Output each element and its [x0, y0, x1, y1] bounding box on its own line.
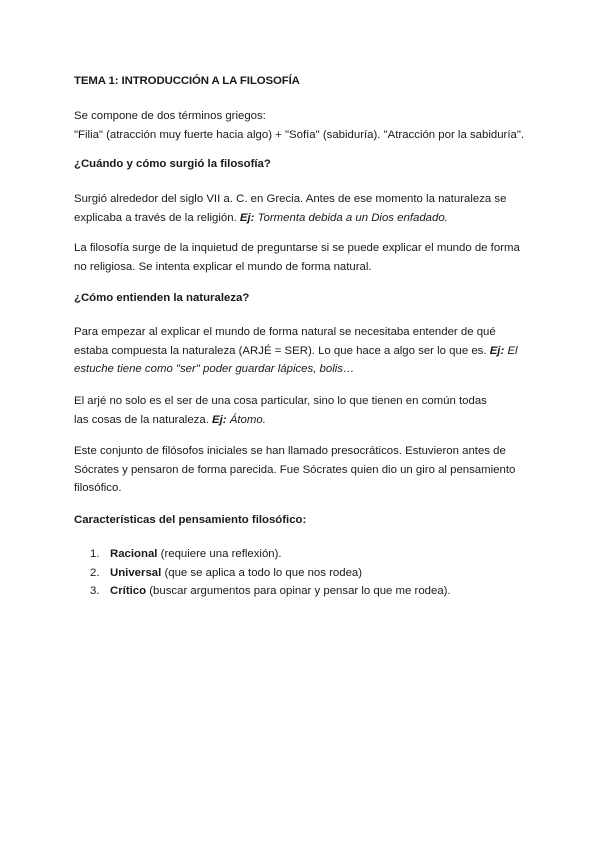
characteristics-list	[90, 545, 530, 601]
example-text: Átomo.	[229, 413, 266, 426]
section3-heading: Características del pensamiento filosófico:	[74, 514, 307, 526]
example-text: Tormenta debida a un Dios enfadado.	[257, 211, 448, 224]
list-number: 1.	[90, 548, 100, 560]
intro-line-1: Se compone de dos términos griegos:	[74, 110, 266, 122]
intro-line-2: "Filia" (atracción muy fuerte hacia algo) + "Sofía" (sabiduría). "Atracción por la sabiduría".	[74, 128, 525, 141]
list-item	[90, 564, 530, 583]
section1-heading: ¿Cuándo y cómo surgió la filosofía?	[74, 158, 271, 170]
section2-paragraph-2	[74, 392, 502, 429]
example-label: Ej:	[212, 413, 227, 426]
list-number: 2.	[90, 566, 100, 579]
section2-paragraph-3: Este conjunto de filósofos iniciales se han llamado presocráticos. Estuvieron antes de Sócrates y pensaron de forma parecida. Fue Sócrates quien dio un giro al pensamiento filosófico.	[74, 445, 516, 494]
section2-p2-text: El arjé no solo es el ser de una cosa particular, sino lo que tienen en común todas las cosas de la naturaleza.	[74, 395, 487, 426]
list-term: Crítico	[110, 585, 147, 597]
list-item	[90, 545, 530, 564]
section2-p1-text: Para empezar al explicar el mundo de forma natural se necesitaba entender de qué estaba compuesta la naturaleza (ARJÉ = SER). Lo que hace a algo ser lo que es.	[74, 326, 496, 357]
example-text: El estuche tiene como "ser" poder guardar lápices, bolis…	[74, 344, 518, 375]
section1-paragraph-1	[74, 190, 530, 227]
example-label: Ej:	[489, 344, 505, 357]
section2-p2-example	[212, 414, 266, 426]
list-desc: (requiere una reflexión).	[160, 548, 282, 560]
document-title: TEMA 1: INTRODUCCIÓN A LA FILOSOFÍA	[74, 75, 300, 87]
section1-paragraph-2: La filosofía surge de la inquietud de preguntarse si se puede explicar el mundo de forma no religiosa. Se intenta explicar el mundo de forma natural.	[74, 242, 520, 273]
list-desc: (buscar argumentos para opinar y pensar lo que me rodea).	[149, 585, 451, 597]
list-desc: (que se aplica a todo lo que nos rodea)	[164, 566, 363, 579]
list-term: Universal	[110, 566, 162, 579]
list-number: 3.	[90, 585, 100, 597]
list-item	[90, 582, 530, 601]
section1-p1-text: Surgió alrededor del siglo VII a. C. en Grecia. Antes de ese momento la naturaleza se explicaba a través de la religión.	[74, 193, 507, 224]
example-label: Ej:	[239, 211, 255, 224]
section2-heading: ¿Cómo entienden la naturaleza?	[74, 292, 250, 304]
intro-paragraph	[74, 107, 540, 144]
section2-paragraph-1	[74, 323, 530, 379]
section1-p1-example	[240, 212, 448, 224]
list-term: Racional	[110, 548, 158, 560]
